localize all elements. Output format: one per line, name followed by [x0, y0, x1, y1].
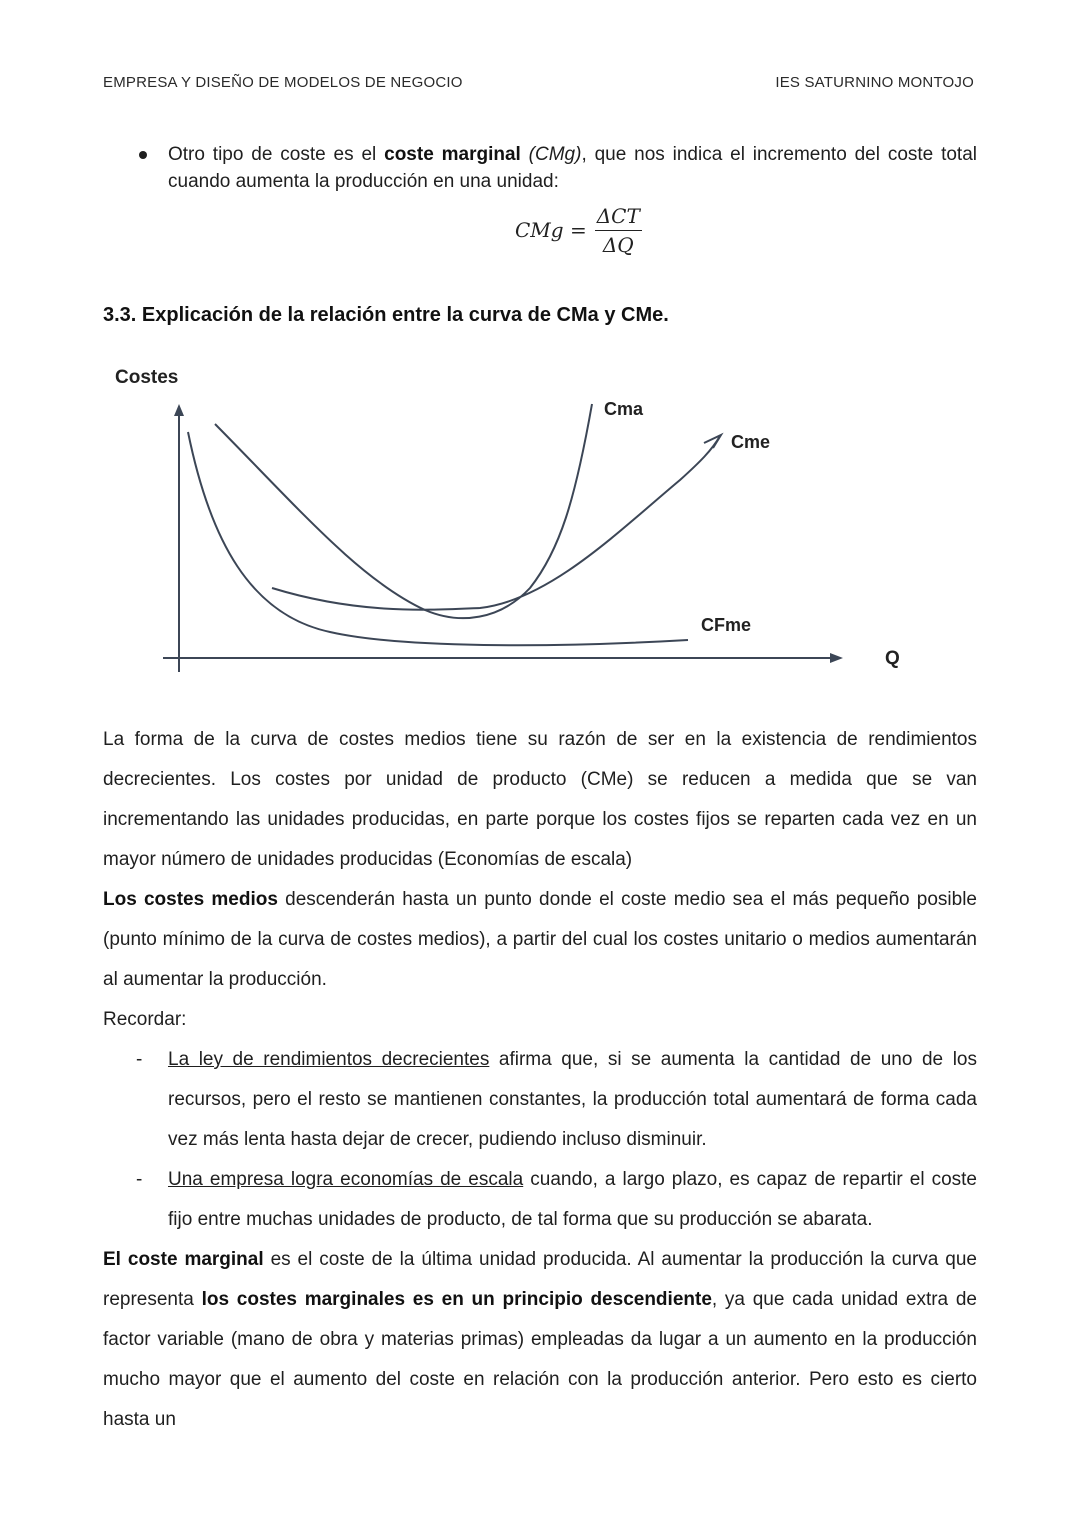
- paragraph-text: , ya que cada unidad extra de factor variable (mano de obra y materias primas) empleadas da lugar a un aumento en la producción mucho mayor que el aumento del coste en relación con la producción anterior. Pero esto es cierto hasta un: [103, 1289, 977, 1430]
- list-item-text: cuando, a largo plazo, es capaz de repartir el coste fijo entre muchas unidades de producto, de tal forma que su producción se abarata.: [168, 1169, 978, 1230]
- paragraph-text: descenderán hasta un punto donde el coste medio sea el más pequeño posible (punto mínimo de la curva de costes medios), a partir del cual los costes unitario o medios aumentarán al aumentar la producción.: [103, 889, 977, 990]
- page-header-left: EMPRESA Y DISEÑO DE MODELOS DE NEGOCIO: [103, 74, 463, 91]
- series-line-cma: [215, 404, 592, 618]
- cost-curves-chart: [100, 360, 920, 690]
- list-item: [103, 1040, 977, 1160]
- bullet-bold-term: coste marginal: [384, 144, 521, 165]
- series-label-cfme: CFme: [701, 615, 752, 635]
- series-line-cfme: [188, 432, 688, 645]
- series-label-cme: Cme: [731, 432, 771, 452]
- paragraph-costes-medios-minimo: [103, 880, 977, 1000]
- bullet-text: [168, 141, 977, 195]
- bullet-text-part2: , que nos indica el incremento del coste total cuando aumenta la producción en una unidad:: [168, 144, 977, 192]
- y-axis-label: Costes: [115, 367, 179, 388]
- dash-marker: -: [136, 1169, 143, 1190]
- list-item: [103, 1160, 977, 1240]
- paragraph-coste-marginal: [103, 1240, 977, 1440]
- series-label-cma: Cma: [604, 399, 644, 419]
- paragraph-costes-medios-forma: La forma de la curva de costes medios tiene su razón de ser en la existencia de rendimientos decrecientes. Los costes por unidad de producto (CMe) se reducen a medida que se van incrementando las unidades producidas, en parte porque los costes fijos se reparten cada vez en un mayor número de unidades producidas (Economías de escala): [103, 729, 977, 870]
- paragraph-bold-term: Los costes medios: [103, 889, 278, 910]
- paragraph-bold-term: El coste marginal: [103, 1249, 264, 1270]
- dash-marker: -: [136, 1049, 143, 1070]
- y-axis-arrow-icon: [174, 404, 184, 416]
- paragraph-text: es el coste de la última unidad producida. Al aumentar la producción la curva que representa: [103, 1249, 977, 1310]
- formula-lhs: CMg =: [515, 218, 587, 242]
- formula-fraction: [595, 204, 642, 257]
- x-axis-label: Q: [885, 648, 900, 669]
- list-item-underlined: La ley de rendimientos decrecientes: [168, 1049, 490, 1070]
- page-header-right: IES SATURNINO MONTOJO: [775, 74, 974, 91]
- paragraph-bold-phrase: los costes marginales es en un principio descendiente: [201, 1289, 712, 1310]
- bullet-icon: [139, 151, 147, 159]
- bullet-italic-abbrev: (CMg): [528, 144, 582, 165]
- x-axis-arrow-icon: [830, 653, 843, 663]
- series-line-cme: [272, 436, 720, 610]
- list-item-underlined: Una empresa logra economías de escala: [168, 1169, 524, 1190]
- list-item-text: afirma que, si se aumenta la cantidad de uno de los recursos, pero el resto se mantienen constantes, la producción total aumentará de forma cada vez más lenta hasta dejar de crecer, pudiendo incluso disminuir.: [168, 1049, 977, 1150]
- recordar-label: Recordar:: [103, 1009, 187, 1030]
- marginal-cost-formula: [515, 200, 642, 260]
- formula-numerator: ΔCT: [595, 204, 642, 231]
- bullet-text-part1: Otro tipo de coste es el: [168, 144, 385, 165]
- body-text: [103, 720, 977, 1440]
- section-title: 3.3. Explicación de la relación entre la curva de CMa y CMe.: [103, 304, 669, 326]
- formula-denominator: ΔQ: [602, 232, 634, 257]
- bullet-paragraph: [103, 141, 977, 195]
